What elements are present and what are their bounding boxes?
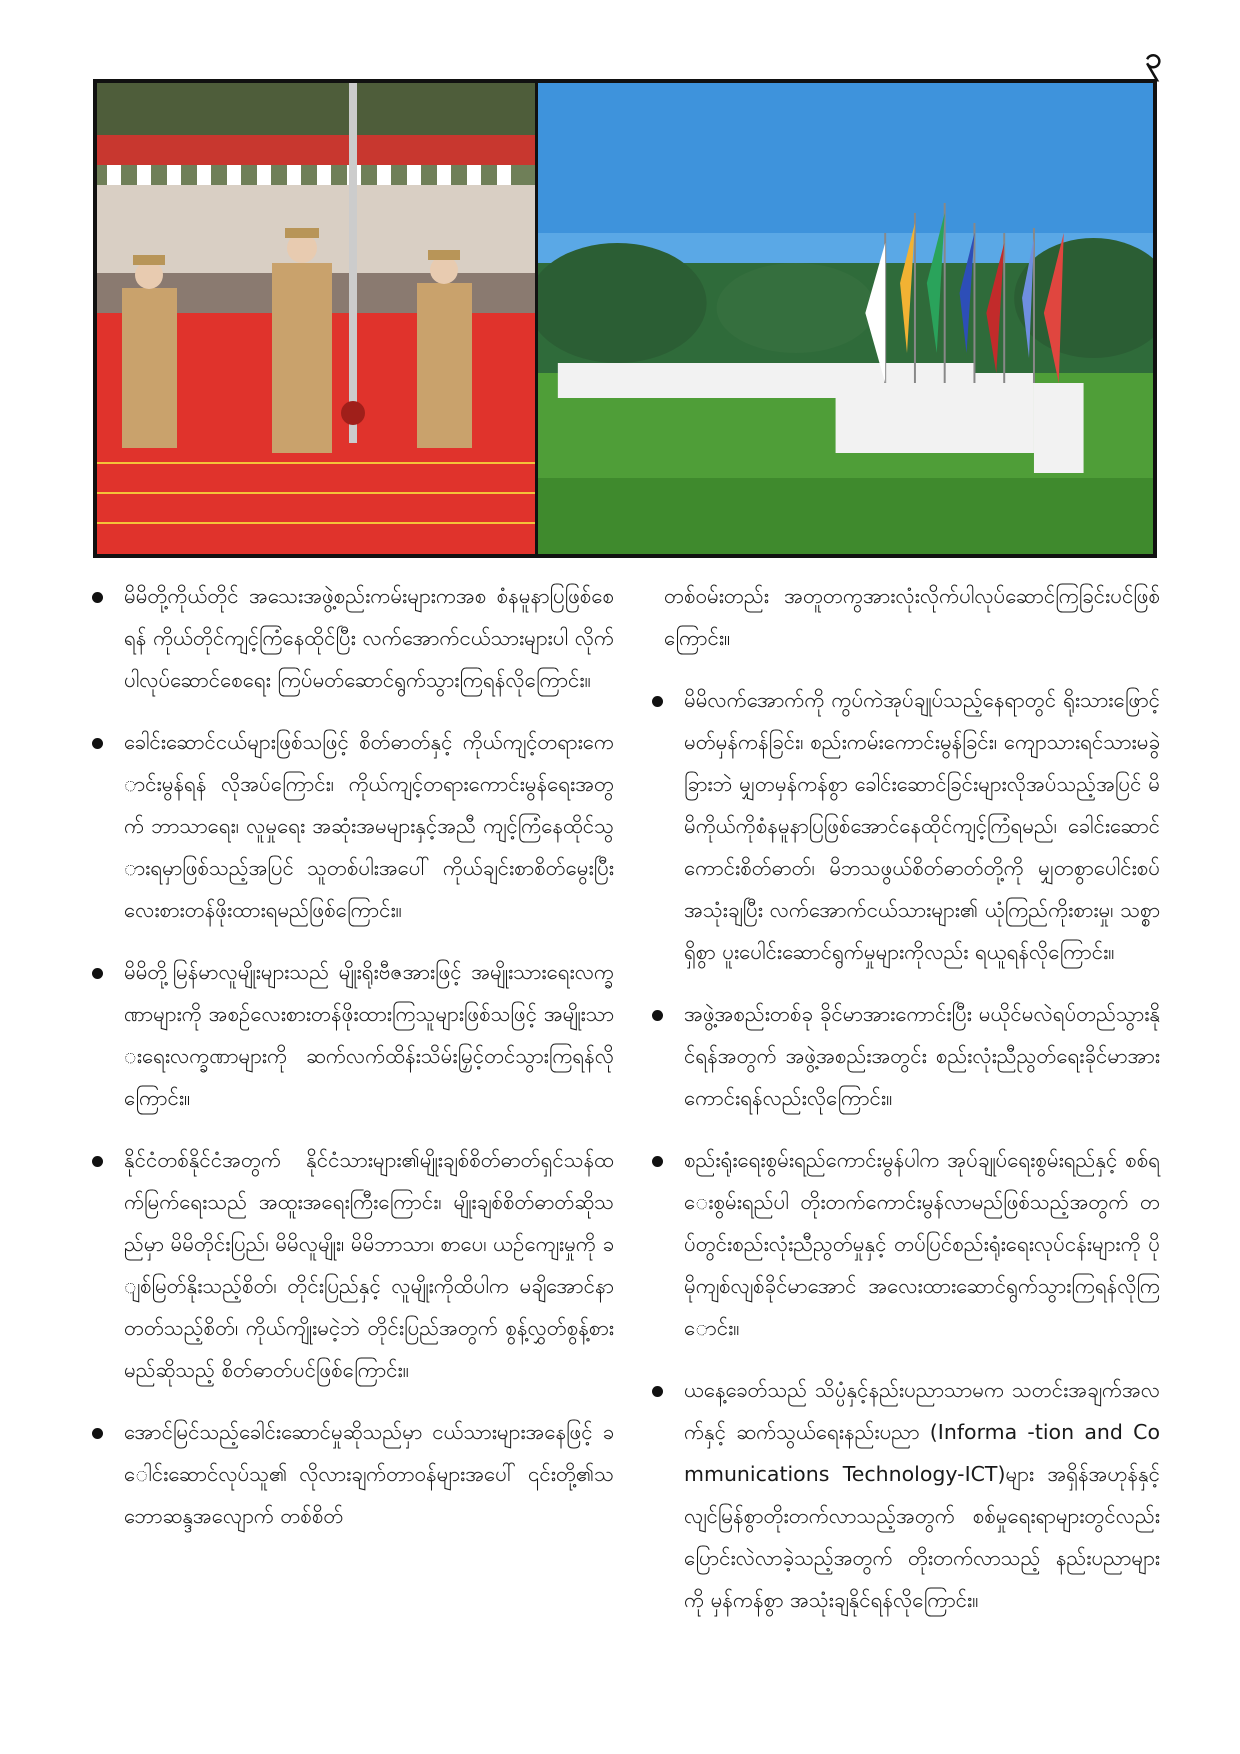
list-item <box>92 575 614 701</box>
bullet-icon <box>652 1156 663 1167</box>
list-item <box>652 993 1160 1119</box>
list-item-text: မိမိတို့မြန်မာလူမျိုးများသည် မျိုးရိုးဗီဇအားဖြင့် အမျိုးသားရေးလက္ခဏာများကို အစဉ်လေးစားတန်ဖိုးထားကြသူများဖြစ်သဖြင့် အမျိုးသားရေးလက္ခဏာများကို ဆက်လက်ထိန်းသိမ်းမြှင့်တင်သွားကြရန်လိုကြောင်း။ <box>124 960 614 1110</box>
list-item <box>92 721 614 931</box>
list-item-text: နိုင်ငံတစ်နိုင်ငံအတွက် နိုင်ငံသားများ၏မျိုးချစ်စိတ်ဓာတ်ရှင်သန်ထက်မြက်ရေးသည် အထူးအရေးကြီးကြောင်း၊ မျိုးချစ်စိတ်ဓာတ်ဆိုသည်မှာ မိမိတိုင်းပြည်၊ မိမိလူမျိုး၊ မိမိဘာသာ၊ စာပေ၊ ယဉ်ကျေးမှုကို ချစ်မြတ်နိုးသည့်စိတ်၊ တိုင်းပြည်နှင့် လူမျိုးကိုထိပါက မချိအောင်နာတတ်သည့်စိတ်၊ ကိုယ်ကျိုးမငဲ့ဘဲ တိုင်းပြည်အတွက် စွန့်လွှတ်စွန့်စားမည်ဆိုသည့် စိတ်ဓာတ်ပင်ဖြစ်ကြောင်း။ <box>124 1148 614 1382</box>
bullet-icon <box>92 968 103 979</box>
saluting-officers-photo <box>97 83 538 554</box>
list-item-text: မိမိတို့ကိုယ်တိုင် အသေးအဖွဲ့စည်းကမ်းများကအစ စံနမူနာပြဖြစ်စေရန် ကိုယ်တိုင်ကျင့်ကြံနေထိုင်ပြီး လက်အောက်ငယ်သားများပါ လိုက်ပါလုပ်ဆောင်စေရေး ကြပ်မတ်ဆောင်ရွက်သွားကြရန်လိုကြောင်း။ <box>124 584 614 692</box>
list-item <box>92 951 614 1119</box>
page-number: ၃ <box>1145 41 1162 76</box>
list-item-continuation <box>652 575 1160 659</box>
list-item <box>92 1139 614 1391</box>
list-item-text: တစ်ဝမ်းတည်း အတူတကွအားလုံးလိုက်ပါလုပ်ဆောင်ကြခြင်းပင်ဖြစ်ကြောင်း။ <box>664 584 1160 650</box>
saluting-officers-illustration <box>97 83 535 554</box>
list-item <box>652 679 1160 973</box>
parade-flags-photo <box>538 83 1153 554</box>
list-item <box>92 1411 614 1537</box>
list-item <box>652 1369 1160 1621</box>
bullet-icon <box>92 1428 103 1439</box>
photo-strip <box>93 79 1157 558</box>
left-column <box>92 575 614 1557</box>
bullet-icon <box>652 1386 663 1397</box>
list-item-text: ခေါင်းဆောင်ငယ်များဖြစ်သဖြင့် စိတ်ဓာတ်နှင့် ကိုယ်ကျင့်တရားကောင်းမွန်ရန် လိုအပ်ကြောင်း၊ ကိုယ်ကျင့်တရားကောင်းမွန်ရေးအတွက် ဘာသာရေး၊ လူမှုရေး အဆုံးအမများနှင့်အညီ ကျင့်ကြံနေထိုင်သွားရမှာဖြစ်သည့်အပြင် သူတစ်ပါးအပေါ် ကိုယ်ချင်းစာစိတ်မွေးပြီး လေးစားတန်ဖိုးထားရမည်ဖြစ်ကြောင်း။ <box>124 730 614 922</box>
bullet-icon <box>92 1156 103 1167</box>
bullet-icon <box>92 738 103 749</box>
list-item <box>652 1139 1160 1349</box>
bullet-icon <box>652 1010 663 1021</box>
list-item-text: အောင်မြင်သည့်ခေါင်းဆောင်မှုဆိုသည်မှာ ငယ်သားများအနေဖြင့် ခေါင်းဆောင်လုပ်သူ၏ လိုလားချက်တာဝန်များအပေါ် ၎င်းတို့၏သဘောဆန္ဒအလျောက် တစ်စိတ် <box>124 1420 614 1528</box>
list-item-text: စည်းရုံးရေးစွမ်းရည်ကောင်းမွန်ပါက အုပ်ချုပ်ရေးစွမ်းရည်နှင့် စစ်ရေးစွမ်းရည်ပါ တိုးတက်ကောင်းမွန်လာမည်ဖြစ်သည့်အတွက် တပ်တွင်းစည်းလုံးညီညွတ်မှုနှင့် တပ်ပြင်စည်းရုံးရေးလုပ်ငန်းများကို ပိုမိုကျစ်လျစ်ခိုင်မာအောင် အလေးထားဆောင်ရွက်သွားကြရန်လိုကြောင်း။ <box>684 1148 1160 1340</box>
parade-flags-illustration <box>538 83 1153 554</box>
list-item-text: မိမိလက်အောက်ကို ကွပ်ကဲအုပ်ချုပ်သည့်နေရာတွင် ရိုးသားဖြောင့်မတ်မှန်ကန်ခြင်း၊ စည်းကမ်းကောင်းမွန်ခြင်း၊ ကျောသားရင်သားမခွဲခြားဘဲ မျှတမှန်ကန်စွာ ခေါင်းဆောင်ခြင်းများလိုအပ်သည့်အပြင် မိမိကိုယ်ကိုစံနမူနာပြဖြစ်အောင်နေထိုင်ကျင့်ကြံရမည်၊ ခေါင်းဆောင်ကောင်းစိတ်ဓာတ်၊ မိဘသဖွယ်စိတ်ဓာတ်တို့ကို မျှတစွာပေါင်းစပ်အသုံးချပြီး လက်အောက်ငယ်သားများ၏ ယုံကြည်ကိုးစားမှု၊ သစ္စာရှိစွာ ပူးပေါင်းဆောင်ရွက်မှုများကိုလည်း ရယူရန်လိုကြောင်း။ <box>684 688 1160 964</box>
list-item-text: ယနေ့ခေတ်သည် သိပ္ပံနှင့်နည်းပညာသာမက သတင်းအချက်အလက်နှင့် ဆက်သွယ်ရေးနည်းပညာ (Informa -tion and Communications Technology-ICT)များ အရှိန်အဟုန်နှင့် လျင်မြန်စွာတိုးတက်လာသည့်အတွက် စစ်မှုရေးရာများတွင်လည်း ပြောင်းလဲလာခဲ့သည့်အတွက် တိုးတက်လာသည့် နည်းပညာများကို မှန်ကန်စွာ အသုံးချနိုင်ရန်လိုကြောင်း။ <box>684 1378 1160 1612</box>
list-item-text: အဖွဲ့အစည်းတစ်ခု ခိုင်မာအားကောင်းပြီး မယိုင်မလဲရပ်တည်သွားနိုင်ရန်အတွက် အဖွဲ့အစည်းအတွင်း စည်းလုံးညီညွတ်ရေးခိုင်မာအားကောင်းရန်လည်းလိုကြောင်း။ <box>684 1002 1160 1110</box>
bullet-icon <box>652 696 663 707</box>
bullet-icon <box>92 592 103 603</box>
right-column <box>652 575 1160 1641</box>
